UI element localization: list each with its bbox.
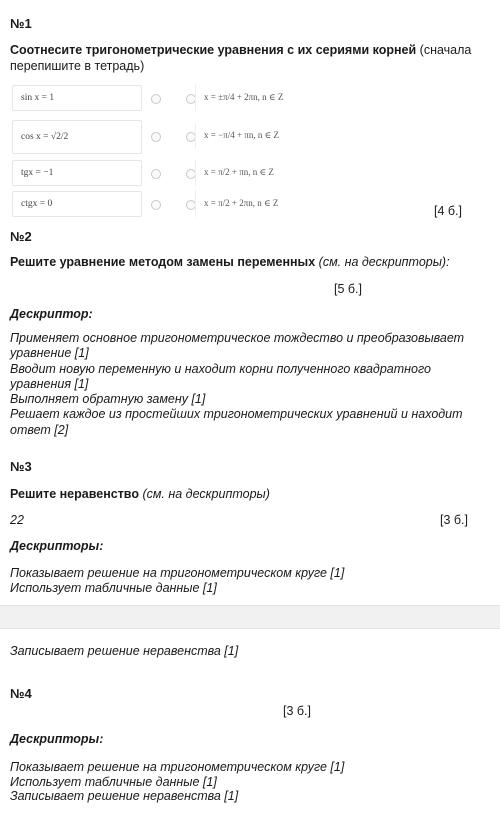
task2-descriptor-label: Дескриптор: xyxy=(10,307,93,321)
equation-sin: sin x = 1 xyxy=(12,85,142,111)
task1-title xyxy=(10,42,480,75)
equation-tg: tgx = −1 xyxy=(12,160,142,186)
task3-descriptor-label: Дескрипторы: xyxy=(10,539,104,553)
task1-title-rest: (сначала перепишите в тетрадь) xyxy=(10,43,472,74)
descriptor-line: уравнение [1] xyxy=(10,346,89,361)
descriptor-line: Показывает решение на тригонометрическом круге [1] xyxy=(10,760,345,774)
task4-descriptor-label: Дескрипторы: xyxy=(10,732,104,746)
left-radio-4[interactable] xyxy=(151,200,161,210)
descriptor-line: Выполняет обратную замену [1] xyxy=(10,392,206,407)
page-break-divider xyxy=(0,605,500,629)
descriptor-line: уравнения [1] xyxy=(10,376,89,391)
task3-descriptor-list xyxy=(10,566,490,595)
task3-descriptor-continued: Записывает решение неравенства [1] xyxy=(10,644,239,658)
descriptor-line: Применяет основное тригонометрическое тождество и преобразовывает xyxy=(10,331,465,345)
left-radio-1[interactable] xyxy=(151,94,161,104)
task2-title-bold: Решите уравнение методом замены переменных xyxy=(10,255,316,269)
equation-cos: cos x = √2/2 xyxy=(12,120,142,154)
descriptor-line: Решает каждое из простейших тригонометрических уравнений и находит xyxy=(10,407,463,422)
task2-points: [5 б.] xyxy=(334,282,363,296)
equation-ctg: ctgx = 0 xyxy=(12,191,142,217)
task1-points: [4 б.] xyxy=(434,204,463,218)
task3-title-bold: Решите неравенство xyxy=(10,487,139,501)
task3-title-rest: (см. на дескрипторы) xyxy=(142,487,270,501)
descriptor-line: Вводит новую переменную и находит корни полученного квадратного xyxy=(10,361,431,376)
task2-descriptor-list xyxy=(10,331,490,438)
task4-number: №4 xyxy=(10,686,32,701)
root-series-1: x = ±π/4 + 2πn, n ∈ Z xyxy=(195,85,303,111)
task1-number: №1 xyxy=(10,16,32,31)
task3-points: [3 б.] xyxy=(440,513,469,527)
matching-table xyxy=(10,83,300,213)
descriptor-line: Показывает решение на тригонометрическом круге [1] xyxy=(10,566,345,580)
root-series-4: x = π/2 + 2πn, n ∈ Z xyxy=(195,191,303,217)
root-series-3: x = π/2 + πn, n ∈ Z xyxy=(195,160,303,186)
left-radio-3[interactable] xyxy=(151,169,161,179)
descriptor-line: Использует табличные данные [1] xyxy=(10,774,217,789)
root-series-2: x = −π/4 + πn, n ∈ Z xyxy=(195,123,303,149)
task3-title xyxy=(10,486,490,502)
descriptor-line: Записывает решение неравенства [1] xyxy=(10,789,239,804)
task1-title-bold: Соотнесите тригонометрические уравнения с их сериями корней xyxy=(10,43,417,57)
task2-title xyxy=(10,254,490,270)
task2-title-rest: (см. на дескрипторы): xyxy=(318,255,450,269)
descriptor-line: ответ [2] xyxy=(10,422,69,437)
task3-inequality-value: 22 xyxy=(10,513,24,527)
task3-number: №3 xyxy=(10,459,32,474)
task4-descriptor-list xyxy=(10,760,490,804)
left-radio-2[interactable] xyxy=(151,132,161,142)
task4-points: [3 б.] xyxy=(283,704,312,718)
task2-number: №2 xyxy=(10,229,32,244)
descriptor-line: Использует табличные данные [1] xyxy=(10,580,217,595)
